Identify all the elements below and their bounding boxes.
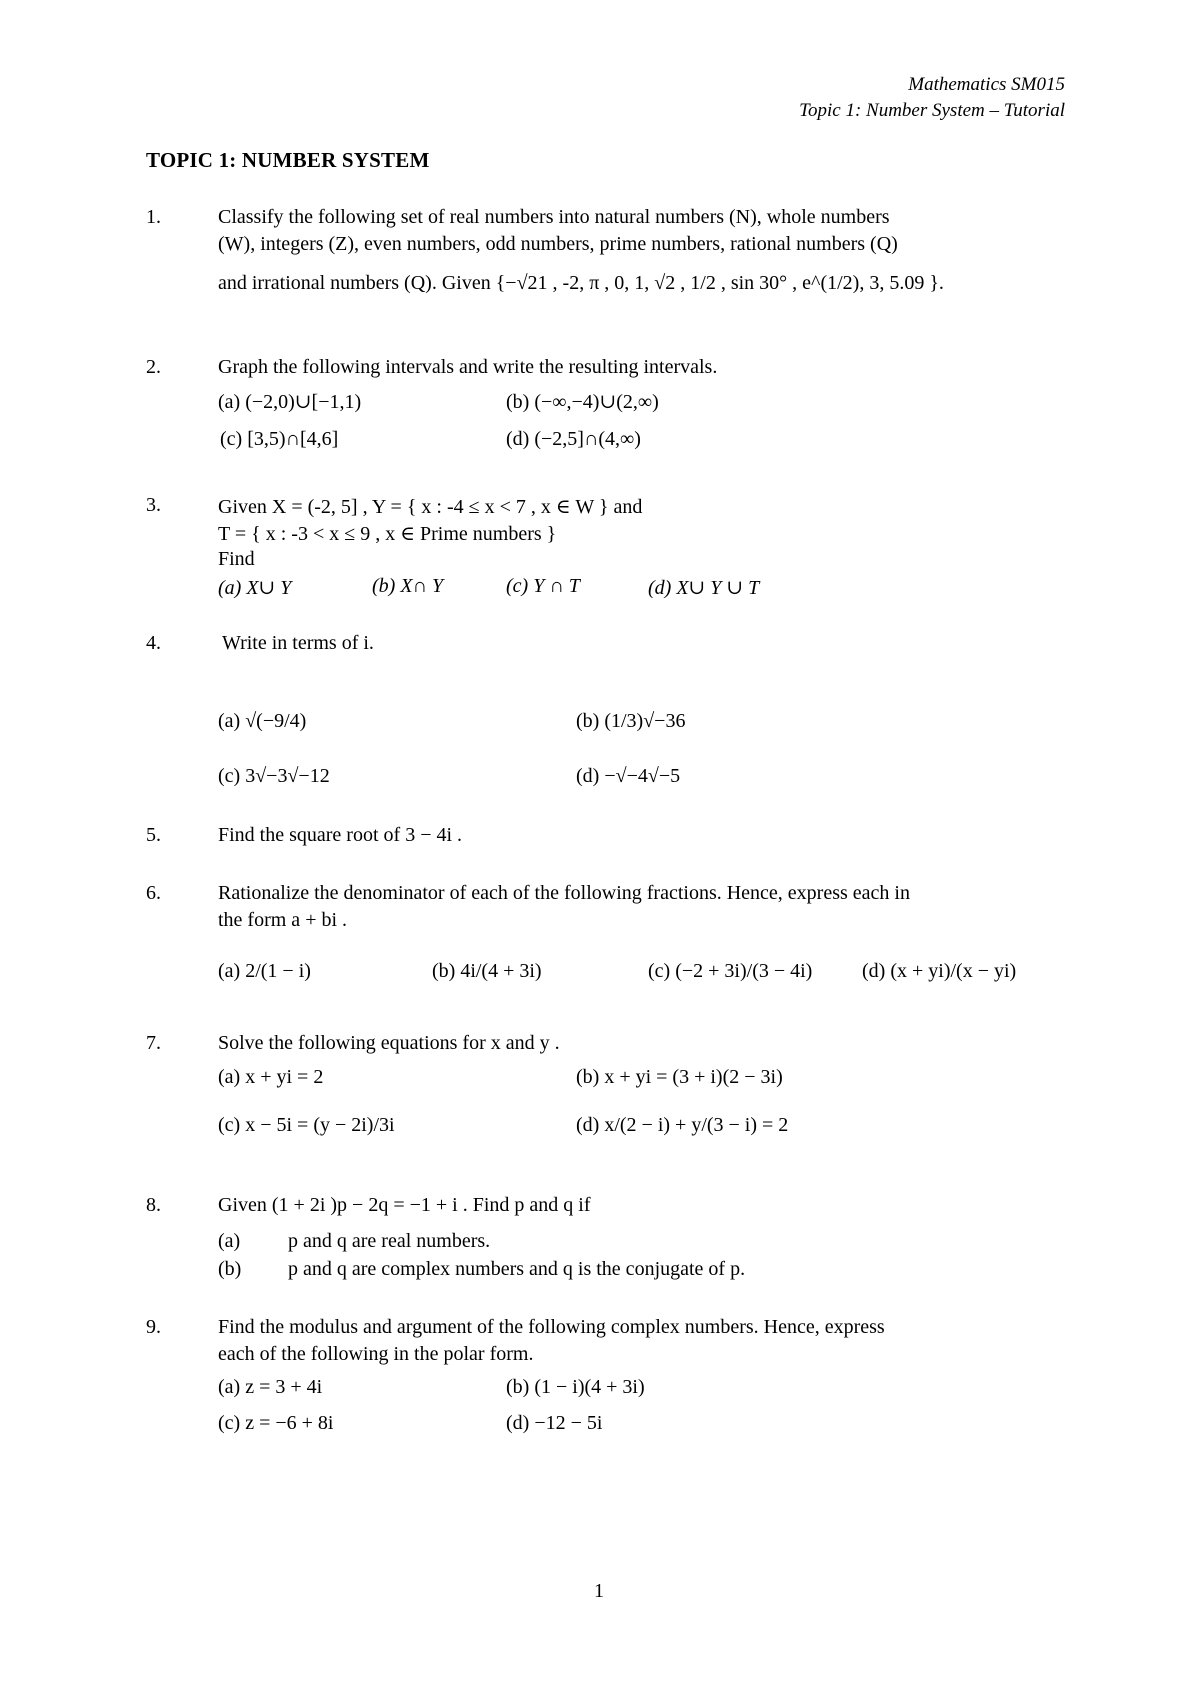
q3-line2: T = { x : -3 < x ≤ 9 , x ∈ Prime numbers } — [218, 523, 557, 545]
page-title: TOPIC 1: NUMBER SYSTEM — [146, 148, 430, 172]
page-number: 1 — [594, 1580, 604, 1602]
q9-part-c: (c) z = −6 + 8i — [218, 1412, 334, 1434]
q6-part-d: (d) (x + yi)/(x − yi) — [862, 960, 1017, 982]
question-number: 4. — [146, 632, 161, 654]
q3-part-a: (a) X∪ Y — [218, 577, 292, 599]
q3-line3: Find — [218, 548, 255, 570]
question-number: 7. — [146, 1032, 161, 1054]
q2-part-d: (d) (−2,5]∩(4,∞) — [506, 428, 641, 450]
question-number: 1. — [146, 206, 161, 228]
question-number: 6. — [146, 882, 161, 904]
q4-part-b: (b) (1/3)√−36 — [576, 710, 686, 732]
q8-part-a: p and q are real numbers. — [288, 1230, 491, 1252]
q2-part-c: (c) [3,5)∩[4,6] — [220, 428, 339, 450]
q2-text: Graph the following intervals and write the resulting intervals. — [218, 356, 718, 378]
q3-part-c: (c) Y ∩ T — [506, 575, 580, 597]
q6-line1: Rationalize the denominator of each of the following fractions. Hence, express each in — [218, 882, 910, 904]
question-number: 5. — [146, 824, 161, 846]
q7-part-d: (d) x/(2 − i) + y/(3 − i) = 2 — [576, 1114, 789, 1136]
question-number: 3. — [146, 494, 161, 516]
q6-part-b: (b) 4i/(4 + 3i) — [432, 960, 542, 982]
q9-part-d: (d) −12 − 5i — [506, 1412, 603, 1434]
q4-part-c: (c) 3√−3√−12 — [218, 765, 330, 787]
q8-text: Given (1 + 2i )p − 2q = −1 + i . Find p and q if — [218, 1194, 591, 1216]
q6-part-a: (a) 2/(1 − i) — [218, 960, 311, 982]
header-subtitle: Topic 1: Number System – Tutorial — [799, 100, 1065, 121]
header-course: Mathematics SM015 — [908, 74, 1065, 95]
question-number: 8. — [146, 1194, 161, 1216]
q6-line2: the form a + bi . — [218, 909, 348, 931]
q1-line1: Classify the following set of real numbers into natural numbers (N), whole numbers — [218, 206, 890, 228]
q9-line1: Find the modulus and argument of the following complex numbers. Hence, express — [218, 1316, 885, 1338]
q5-text: Find the square root of 3 − 4i . — [218, 824, 463, 846]
q6-part-c: (c) (−2 + 3i)/(3 − 4i) — [648, 960, 813, 982]
q3-part-d: (d) X∪ Y ∪ T — [648, 577, 760, 599]
q7-part-a: (a) x + yi = 2 — [218, 1066, 324, 1088]
q4-part-d: (d) −√−4√−5 — [576, 765, 681, 787]
q9-line2: each of the following in the polar form. — [218, 1343, 534, 1365]
q8-part-b-label: (b) — [218, 1258, 242, 1280]
q9-part-b: (b) (1 − i)(4 + 3i) — [506, 1376, 645, 1398]
q8-part-a-label: (a) — [218, 1230, 241, 1252]
q7-part-b: (b) x + yi = (3 + i)(2 − 3i) — [576, 1066, 783, 1088]
question-number: 2. — [146, 356, 161, 378]
q2-part-b: (b) (−∞,−4)∪(2,∞) — [506, 391, 659, 413]
q7-text: Solve the following equations for x and y . — [218, 1032, 560, 1054]
question-number: 9. — [146, 1316, 161, 1338]
q8-part-b: p and q are complex numbers and q is the conjugate of p. — [288, 1258, 746, 1280]
q4-part-a: (a) √(−9/4) — [218, 710, 307, 732]
q1-line2: (W), integers (Z), even numbers, odd numbers, prime numbers, rational numbers (Q) — [218, 233, 898, 255]
q2-part-a: (a) (−2,0)∪[−1,1) — [218, 391, 362, 413]
q7-part-c: (c) x − 5i = (y − 2i)/3i — [218, 1114, 395, 1136]
q3-part-b: (b) X∩ Y — [372, 575, 444, 597]
q4-text: Write in terms of i. — [222, 632, 374, 654]
q1-line3: and irrational numbers (Q). Given {−√21 , -2, π , 0, 1, √2 , 1/2 , sin 30° , e^(1/2), 3, 5.09 }. — [218, 272, 944, 294]
q3-line1: Given X = (-2, 5] , Y = { x : -4 ≤ x < 7 , x ∈ W } and — [218, 496, 643, 518]
q9-part-a: (a) z = 3 + 4i — [218, 1376, 323, 1398]
